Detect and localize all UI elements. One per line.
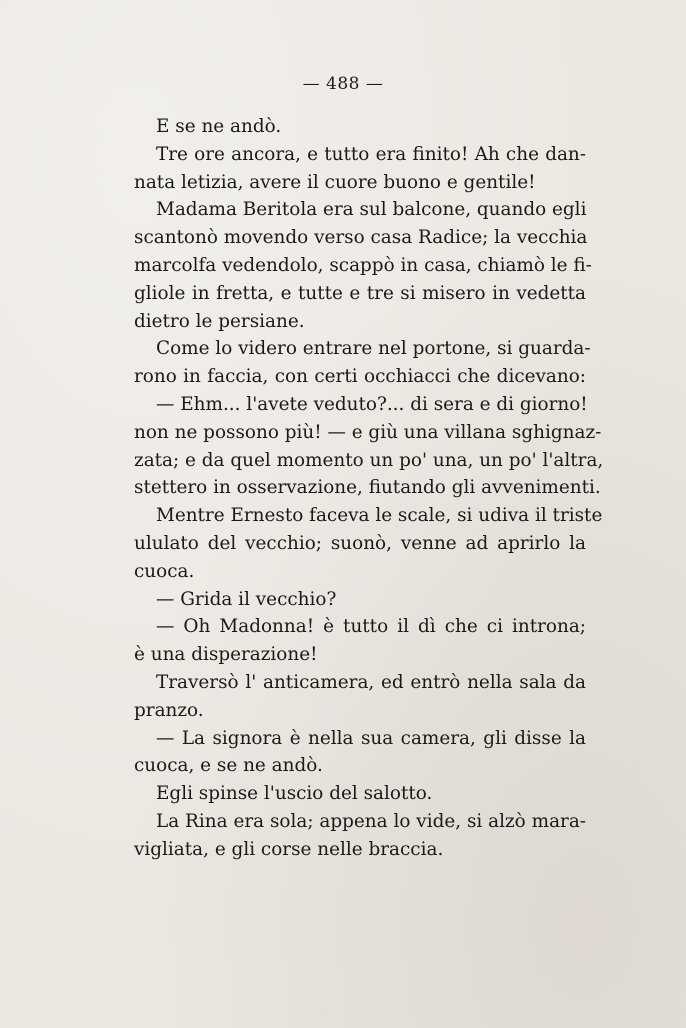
- text-line: Egli spinse l'uscio del salotto.: [156, 783, 433, 805]
- text-line: — Grida il vecchio?: [156, 588, 337, 610]
- text-line: Madama Beritola era sul balcone, quando egli: [156, 199, 587, 221]
- text-line: è una disperazione!: [134, 644, 318, 666]
- text-line: — La signora è nella sua camera, gli disse la: [156, 727, 586, 749]
- text-line: dietro le persiane.: [134, 310, 305, 332]
- text-line: nata letizia, avere il cuore buono e gentile!: [134, 171, 536, 193]
- page-number: — 488 —: [302, 74, 384, 94]
- text-line: Traversò l' anticamera, ed entrò nella sala da: [156, 671, 586, 693]
- text-line: ululato del vecchio; suonò, venne ad aprirlo la: [134, 532, 586, 554]
- text-line: cuoca, e se ne andò.: [134, 755, 323, 777]
- text-line: marcolfa vedendolo, scappò in casa, chiamò le fi-: [134, 254, 592, 276]
- text-line: — Ehm... l'avete veduto?... di sera e di giorno!: [156, 393, 588, 415]
- text-line: E se ne andò.: [156, 116, 282, 137]
- text-line: Come lo videro entrare nel portone, si guarda-: [156, 338, 591, 360]
- text-line: non ne possono più! — e giù una villana sghignaz-: [134, 421, 602, 443]
- text-line: pranzo.: [134, 699, 204, 721]
- text-line: zata; e da quel momento un po' una, un po' l'altra,: [134, 449, 604, 471]
- text-line: Mentre Ernesto faceva le scale, si udiva il triste: [156, 505, 603, 527]
- text-line: gliole in fretta, e tutte e tre si misero in vedetta: [134, 282, 586, 304]
- text-line: — Oh Madonna! è tutto il dì che ci introna;: [156, 616, 586, 638]
- body-text: [134, 113, 604, 864]
- text-line: vigliata, e gli corse nelle braccia.: [134, 838, 444, 860]
- text-line: rono in faccia, con certi occhiacci che dicevano:: [134, 366, 586, 388]
- text-line: Tre ore ancora, e tutto era finito! Ah che dan-: [156, 143, 586, 165]
- text-line: stettero in osservazione, fiutando gli avvenimenti.: [134, 477, 601, 499]
- text-line: scantonò movendo verso casa Radice; la vecchia: [134, 227, 588, 249]
- text-line: cuoca.: [134, 560, 195, 582]
- text-line: La Rina era sola; appena lo vide, si alzò mara-: [156, 810, 586, 832]
